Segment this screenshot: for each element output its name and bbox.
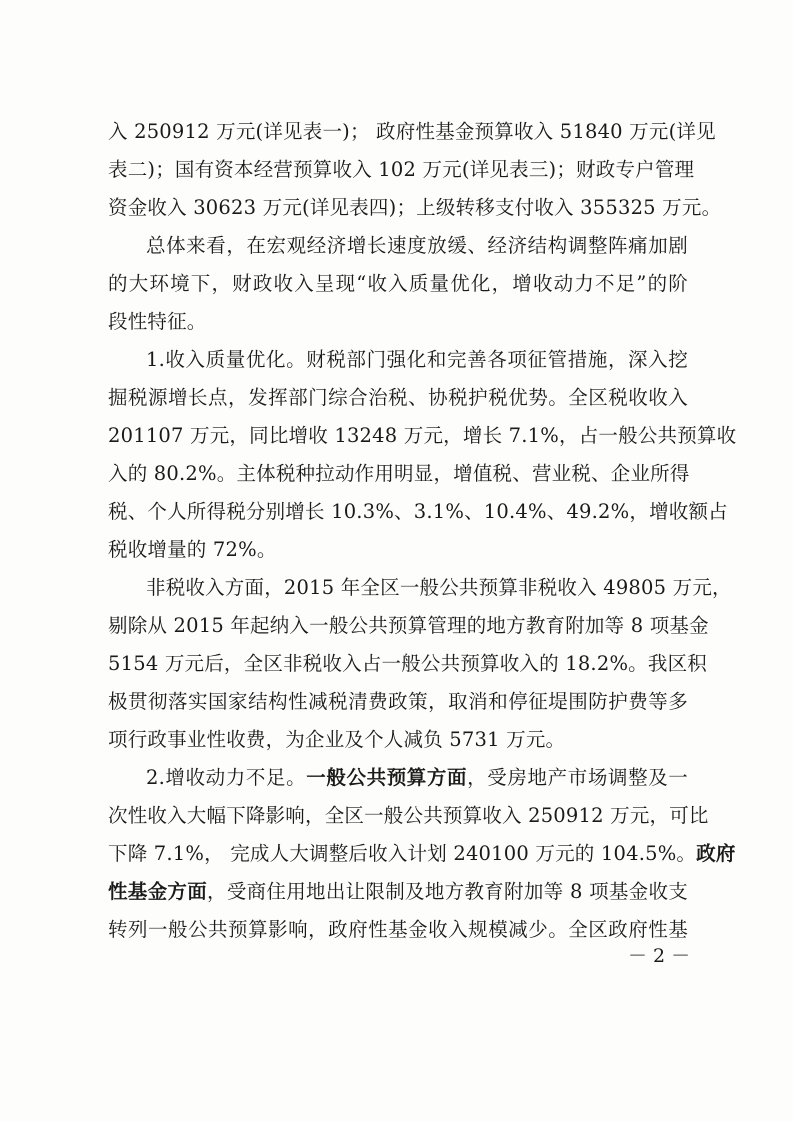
text-run: 下降 7.1%， 完成人大调整后收入计划 240100 万元的 104.5%。 bbox=[108, 842, 697, 865]
paragraph-line: 表二)；国有资本经营预算收入 102 万元(详见表三)；财政专户管理 bbox=[108, 158, 695, 181]
section-heading: 2.增收动力不足。 bbox=[146, 766, 307, 789]
paragraph-line: 资金收入 30623 万元(详见表四)；上级转移支付收入 355325 万元。 bbox=[108, 196, 722, 219]
bold-heading: 一般公共预算方面 bbox=[306, 766, 468, 789]
paragraph-line: 段性特征。 bbox=[108, 310, 207, 333]
paragraph-line: 的大环境下，财政收入呈现“收入质量优化，增收动力不足”的阶 bbox=[108, 272, 688, 295]
paragraph-line bbox=[146, 766, 688, 790]
bold-heading: 性基金方面 bbox=[108, 880, 208, 903]
text-run: ，受房地产市场调整及一 bbox=[467, 766, 689, 789]
paragraph-line: 次性收入大幅下降影响，全区一般公共预算收入 250912 万元，可比 bbox=[108, 804, 709, 827]
paragraph-line: 剔除从 2015 年起纳入一般公共预算管理的地方教育附加等 8 项基金 bbox=[108, 614, 709, 637]
text-run: ，受商住用地出让限制及地方教育附加等 8 项基金收支 bbox=[207, 880, 688, 903]
paragraph-line: 总体来看，在宏观经济增长速度放缓、经济结构调整阵痛加剧 bbox=[146, 234, 688, 257]
bold-heading: 政府 bbox=[696, 842, 736, 865]
paragraph-line bbox=[108, 842, 736, 866]
paragraph-line: 极贯彻落实国家结构性减税清费政策，取消和停征堤围防护费等多 bbox=[108, 690, 688, 713]
paragraph-line: 入 250912 万元(详见表一)； 政府性基金预算收入 51840 万元(详见 bbox=[108, 120, 716, 143]
paragraph-line: 201107 万元，同比增收 13248 万元，增长 7.1%，占一般公共预算收 bbox=[108, 424, 737, 447]
paragraph-line: 税收增量的 72%。 bbox=[108, 538, 277, 561]
page-number: － 2 － bbox=[628, 945, 691, 967]
paragraph-line: 1.收入质量优化。财税部门强化和完善各项征管措施，深入挖 bbox=[146, 348, 688, 371]
paragraph-line: 税、个人所得税分别增长 10.3%、3.1%、10.4%、49.2%，增收额占 bbox=[108, 500, 728, 523]
paragraph-line bbox=[108, 880, 688, 904]
paragraph-line: 转列一般公共预算影响，政府性基金收入规模减少。全区政府性基 bbox=[108, 918, 688, 941]
paragraph-line: 掘税源增长点，发挥部门综合治税、协税护税优势。全区税收收入 bbox=[108, 386, 688, 409]
paragraph-line: 项行政事业性收费，为企业及个人减负 5731 万元。 bbox=[108, 728, 566, 751]
paragraph-line: 5154 万元后，全区非税收入占一般公共预算收入的 18.2%。我区积 bbox=[108, 652, 707, 675]
paragraph-line: 入的 80.2%。主体税种拉动作用明显，增值税、营业税、企业所得 bbox=[108, 462, 690, 485]
paragraph-line: 非税收入方面，2015 年全区一般公共预算非税收入 49805 万元， bbox=[146, 576, 732, 599]
